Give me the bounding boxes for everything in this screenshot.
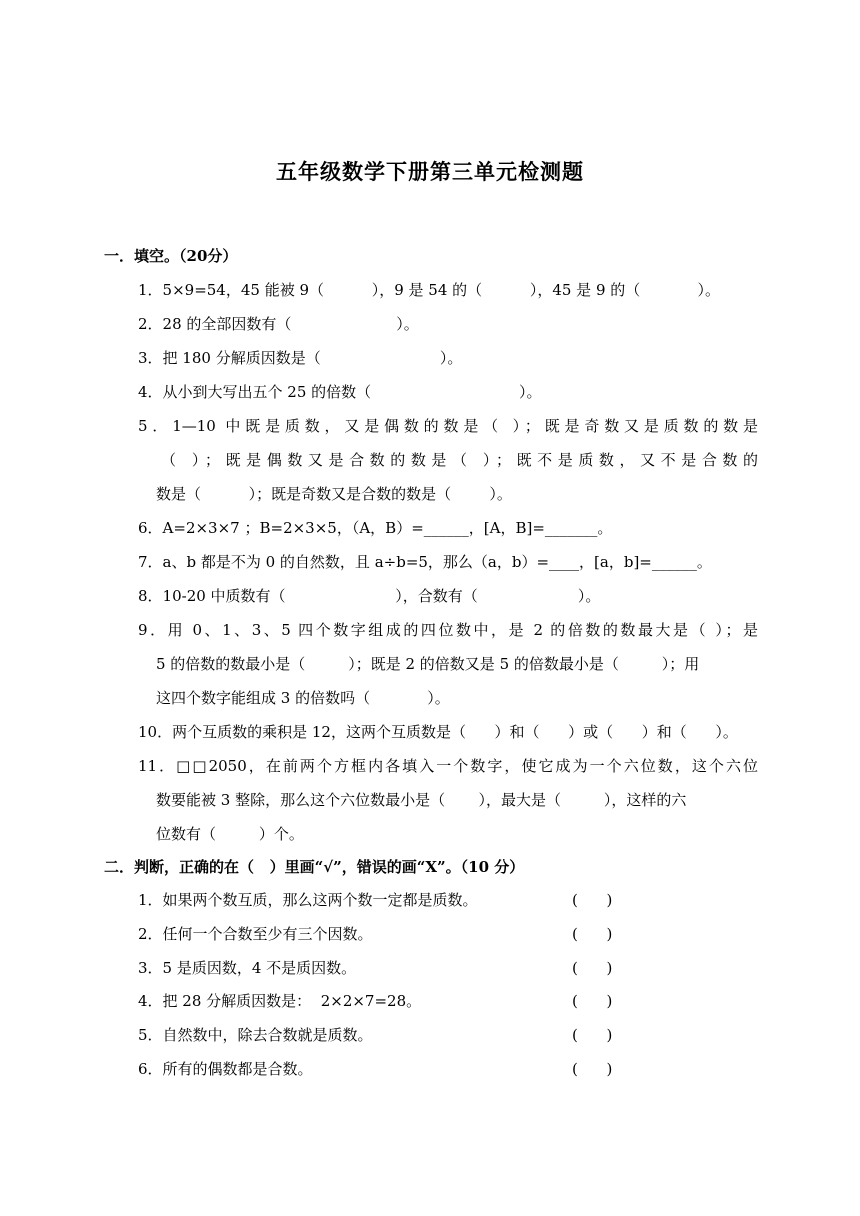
question-9-line-3: 这四个数字能组成 3 的倍数吗（ ）。 xyxy=(156,689,450,707)
question-2: 2．28 的全部因数有（ ）。 xyxy=(138,315,419,333)
judge-item-6: 6．所有的偶数都是合数。 xyxy=(138,1060,313,1078)
answer-paren-4[interactable]: ( ) xyxy=(572,992,613,1010)
section-2-heading: 二．判断，正确的在（ ）里画“√”，错误的画“X”。（10 分） xyxy=(104,858,525,876)
question-11-line-2: 数要能被 3 整除，那么这个六位数最小是（ ），最大是（ ），这样的六 xyxy=(156,791,687,809)
judge-item-4: 4．把 28 分解质因数是： 2×2×7=28。 xyxy=(138,992,422,1010)
page-title: 五年级数学下册第三单元检测题 xyxy=(276,159,584,184)
answer-paren-2[interactable]: ( ) xyxy=(572,925,613,943)
question-1: 1．5×9=54，45 能被 9（ ），9 是 54 的（ ），45 是 9 的（ ）。 xyxy=(138,281,720,299)
answer-paren-6[interactable]: ( ) xyxy=(572,1060,613,1078)
question-11-line-3: 位数有（ ）个。 xyxy=(156,825,304,843)
question-10: 10．两个互质数的乘积是 12，这两个互质数是（ ）和（ ）或（ ）和（ ）。 xyxy=(138,723,738,741)
question-11-line-1: 11．□□2050，在前两个方框内各填入一个数字，使它成为一个六位数，这个六位 xyxy=(138,757,758,775)
question-7: 7．a、b 都是不为 0 的自然数，且 a÷b=5，那么（a，b）=____，[a，b]=______。 xyxy=(138,553,712,571)
question-9-line-2: 5 的倍数的数最小是（ ）；既是 2 的倍数又是 5 的倍数最小是（ ）；用 xyxy=(156,655,700,673)
answer-paren-3[interactable]: ( ) xyxy=(572,959,613,977)
question-5-line-1: 5．1—10 中既是质数，又是偶数的数是（ ）；既是奇数又是质数的数是 xyxy=(138,417,758,435)
question-5-line-2: （ ）；既是偶数又是合数的数是（ ）；既不是质数，又不是合数的 xyxy=(161,451,758,469)
question-6: 6．A=2×3×7 ；B=2×3×5，（A，B）=______，[A，B]=_______。 xyxy=(138,519,613,537)
question-4: 4．从小到大写出五个 25 的倍数（ ）。 xyxy=(138,383,542,401)
section-1-heading: 一．填空。（20分） xyxy=(104,247,238,265)
judge-item-2: 2．任何一个合数至少有三个因数。 xyxy=(138,925,373,943)
judge-item-3: 3．5 是质因数，4 不是质因数。 xyxy=(138,959,357,977)
question-3: 3．把 180 分解质因数是（ ）。 xyxy=(138,349,463,367)
question-8: 8．10-20 中质数有（ ），合数有（ ）。 xyxy=(138,587,601,605)
answer-paren-5[interactable]: ( ) xyxy=(572,1026,613,1044)
question-5-line-3: 数是（ ）；既是奇数又是合数的数是（ ）。 xyxy=(156,485,512,503)
judge-item-1: 1．如果两个数互质，那么这两个数一定都是质数。 xyxy=(138,891,478,909)
question-9-line-1: 9．用 0、1、3、5 四个数字组成的四位数中，是 2 的倍数的数最大是（ ）；是 xyxy=(138,621,758,639)
answer-paren-1[interactable]: ( ) xyxy=(572,891,613,909)
judge-item-5: 5．自然数中，除去合数就是质数。 xyxy=(138,1026,373,1044)
